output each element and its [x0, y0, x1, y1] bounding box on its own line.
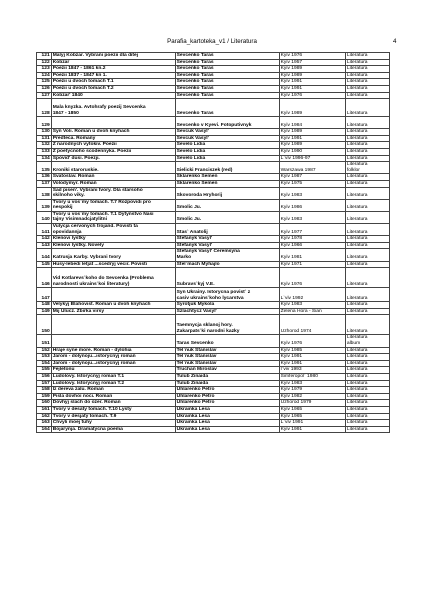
- author: Tel`nuk Stanislav: [175, 360, 279, 367]
- row-number: 141: [37, 224, 52, 236]
- row-number: 147: [37, 288, 52, 302]
- category: Literatura: [345, 420, 389, 427]
- table-row: [37, 315, 390, 335]
- row-number: 145: [37, 261, 52, 268]
- category: Literatura: [345, 249, 389, 261]
- category: Literatura: [345, 117, 389, 129]
- document-title: Parafia_kartoteka_v1 / Literatura: [167, 38, 257, 45]
- row-number: 122: [37, 59, 52, 66]
- book-title: Ludolovy. Istorycnyj roman T.2: [51, 380, 175, 387]
- place-year: Kyiv 1989: [279, 99, 345, 117]
- category: Literatura: [345, 413, 389, 420]
- category: Literatura: [345, 66, 389, 73]
- place-year: Kyiv 1976: [279, 92, 345, 99]
- category: Literatura: [345, 236, 389, 243]
- row-number: 133: [37, 148, 52, 155]
- author: Sklarenko Semen: [175, 180, 279, 187]
- table-row: [37, 360, 390, 367]
- book-title: [51, 117, 175, 129]
- book-title: Kobzar: [51, 59, 175, 66]
- place-year: Kyiv 1976: [279, 335, 345, 347]
- table-row: [37, 92, 390, 99]
- author: Stefanyk Vasyl': [175, 236, 279, 243]
- book-title: Syn Voli. Roman u dvoh knyhach: [51, 129, 175, 136]
- category: Literatura: [345, 302, 389, 309]
- row-number: 143: [37, 242, 52, 249]
- place-year: Kyiv 1978: [279, 236, 345, 243]
- table-row: [37, 117, 390, 129]
- book-title: Z narodnych vytokiv. Poezii: [51, 142, 175, 149]
- place-year: Kyiv 1987: [279, 174, 345, 181]
- table-row: [37, 180, 390, 187]
- author: Subravs`kyj V.E.: [175, 268, 279, 288]
- place-year: Kyiv 1983: [279, 187, 345, 199]
- category: Literatura: [345, 426, 389, 433]
- row-number: 152: [37, 347, 52, 354]
- place-year: Kyiv 1983: [279, 302, 345, 309]
- row-number: 138: [37, 187, 52, 199]
- row-number: 156: [37, 373, 52, 380]
- book-title: Mala knyzka. Avtohrafy poezij Sevcenka 1847 - 1850: [51, 99, 175, 117]
- author: Uhlarenko Petro: [175, 393, 279, 400]
- table-row: [37, 59, 390, 66]
- book-title: Sad pisen'. Vybrani tvory. Dla starsoho skilnoho viky.: [51, 187, 175, 199]
- book-title: Chvyli moej tuhy: [51, 420, 175, 427]
- book-title: Katrusja Karby. Vybrani tvory: [51, 249, 175, 261]
- author: Sevcenko Taras: [175, 85, 279, 92]
- author: Stefanyk Vasyl': [175, 242, 279, 249]
- category: Literatura: [345, 400, 389, 407]
- book-title: Iz dereva zalu. Roman: [51, 387, 175, 394]
- row-number: 130: [37, 129, 52, 136]
- author: Smolic Ju.: [175, 199, 279, 211]
- table-row: [37, 393, 390, 400]
- book-title: Velykyj Blahovist. Roman u dvoh knyhach: [51, 302, 175, 309]
- author: Sevcenko Taras: [175, 72, 279, 79]
- table-row: [37, 400, 390, 407]
- author: Ukrainka Lesa: [175, 413, 279, 420]
- row-number: 124: [37, 72, 52, 79]
- author: Ukrainka Lesa: [175, 406, 279, 413]
- category: Literatura: [345, 99, 389, 117]
- row-number: 160: [37, 400, 52, 407]
- table-row: [37, 142, 390, 149]
- book-title: Fejletonu: [51, 367, 175, 374]
- row-number: 148: [37, 302, 52, 309]
- row-number: 155: [37, 367, 52, 374]
- book-title: Tvory v desjaty tomach. T.9: [51, 413, 175, 420]
- table-row: [37, 380, 390, 387]
- row-number: 159: [37, 393, 52, 400]
- book-title: Predteca. Romany: [51, 135, 175, 142]
- category: Literatura: [345, 180, 389, 187]
- place-year: Kyiv 1965: [279, 406, 345, 413]
- book-title: Poezii 1837 - 1847 kn 1.: [51, 72, 175, 79]
- category: Literatura: [345, 199, 389, 211]
- table-row: [37, 242, 390, 249]
- book-title: Pisla dovhoi noci. Roman: [51, 393, 175, 400]
- category: Literatura: [345, 242, 389, 249]
- book-title: Volodymyr. Roman: [51, 180, 175, 187]
- author: Sevcenko Taras: [175, 92, 279, 99]
- table-row: [37, 288, 390, 302]
- row-number: 162: [37, 413, 52, 420]
- place-year: L`viv 1996-97: [279, 155, 345, 162]
- place-year: Kyiv 1983: [279, 380, 345, 387]
- author: Sevcenko Taras: [175, 53, 279, 60]
- author: Uhlarenko Petro: [175, 387, 279, 394]
- book-title: Malyj Kobzar. Vybrani poezii dla ditej: [51, 53, 175, 60]
- category: Literatura: [345, 72, 389, 79]
- book-title: [51, 315, 175, 335]
- author: Sevcenko Taras: [175, 79, 279, 86]
- table-row: [37, 224, 390, 236]
- row-number: 151: [37, 335, 52, 347]
- category: Literatura: [345, 155, 389, 162]
- table-row: [37, 426, 390, 433]
- book-title: Vid Kotlarevs`koho do Sevcenka (Problema narodnosti ukrains`koi literatury): [51, 268, 175, 288]
- table-row: [37, 187, 390, 199]
- author: Uhlarenko Petro: [175, 400, 279, 407]
- place-year: Kyiv 1982: [279, 393, 345, 400]
- book-title: Z poetycnoho scodennyka. Poezii: [51, 148, 175, 155]
- category: Literatura: [345, 59, 389, 66]
- catalog-body: [37, 53, 390, 433]
- row-number: 150: [37, 315, 52, 335]
- author: Ukrainka Lesa: [175, 420, 279, 427]
- place-year: Kyiv 1986: [279, 199, 345, 211]
- table-row: [37, 302, 390, 309]
- row-number: 123: [37, 66, 52, 73]
- row-number: 131: [37, 135, 52, 142]
- row-number: 128: [37, 99, 52, 117]
- place-year: Kyiv 1989: [279, 142, 345, 149]
- category: Literatura: [345, 85, 389, 92]
- table-row: [37, 66, 390, 73]
- table-row: [37, 135, 390, 142]
- author: Tulub Zinaida: [175, 373, 279, 380]
- row-number: 129: [37, 117, 52, 129]
- book-title: Mij Ulucz. Zbirka virsy: [51, 308, 175, 315]
- book-title: [51, 335, 175, 347]
- place-year: Kyiv 1975: [279, 180, 345, 187]
- author: Sevcuk Vasyl': [175, 135, 279, 142]
- book-title: Tvory u vos`my tomach. T.7 Rozpovidi pro nespokij: [51, 199, 175, 211]
- author: Syrotjuk Mykola: [175, 302, 279, 309]
- table-row: [37, 261, 390, 268]
- place-year: Uzhorod 1979: [279, 400, 345, 407]
- table-row: [37, 406, 390, 413]
- category: Literatura: [345, 224, 389, 236]
- table-row: [37, 211, 390, 223]
- table-row: [37, 367, 390, 374]
- author: Ukrainka Lesa: [175, 426, 279, 433]
- book-title: Dovhyj slach do ozer. Roman: [51, 400, 175, 407]
- author: Smolic Ju.: [175, 211, 279, 223]
- book-title: Vulycja cervonych trojand. Povisti ta opovidannja: [51, 224, 175, 236]
- category: Literatura: [345, 354, 389, 361]
- row-number: 153: [37, 354, 52, 361]
- row-number: 135: [37, 162, 52, 174]
- place-year: Kyiv 1979: [279, 387, 345, 394]
- place-year: Kyiv 1991: [279, 360, 345, 367]
- table-row: [37, 347, 390, 354]
- row-number: 132: [37, 142, 52, 149]
- table-row: [37, 268, 390, 288]
- author: Skovoroda Hryhorij: [175, 187, 279, 199]
- book-title: Poezii u dvoch tomach T.1: [51, 79, 175, 86]
- place-year: Kyiv 1957: [279, 59, 345, 66]
- place-year: Simferopol` 1980: [279, 373, 345, 380]
- author: Sevcenko v Kyevi. Fotoputivnyk: [175, 117, 279, 129]
- table-row: [37, 72, 390, 79]
- place-year: Kyiv 1991: [279, 79, 345, 86]
- row-number: 142: [37, 236, 52, 243]
- category: Literatura: [345, 367, 389, 374]
- row-number: 146: [37, 268, 52, 288]
- place-year: Kyiv 1989: [279, 66, 345, 73]
- category: Literatura: [345, 387, 389, 394]
- author: Sevcuk Vasyl': [175, 129, 279, 136]
- author: Sevcenko Taras: [175, 59, 279, 66]
- table-row: [37, 236, 390, 243]
- table-row: [37, 249, 390, 261]
- table-row: [37, 354, 390, 361]
- category: Literatura album: [345, 335, 389, 347]
- place-year: Kyiv 1981: [279, 249, 345, 261]
- book-title: Jarom - dolynoju...istorycnyj roman: [51, 360, 175, 367]
- category: Literatura: [345, 347, 389, 354]
- author: Stel`mach Myhajlo: [175, 261, 279, 268]
- category: Literatura: [345, 288, 389, 302]
- row-number: 144: [37, 249, 52, 261]
- category: Literatura: [345, 148, 389, 155]
- author: Tulub Zinaida: [175, 380, 279, 387]
- table-row: [37, 79, 390, 86]
- book-title: Spovid' dusi. Poezji.: [51, 155, 175, 162]
- author: Stefanyk Vasyl' Ceremsyna Marko: [175, 249, 279, 261]
- place-year: Kyiv 1991: [279, 135, 345, 142]
- place-year: Kyiv 1989: [279, 129, 345, 136]
- book-title: Tvory u vos`my tomach. T.1 Dytynstvo Nasi tajny Visimnadcjatylitni: [51, 211, 175, 223]
- table-row: [37, 174, 390, 181]
- row-number: 134: [37, 155, 52, 162]
- book-title: Poezii 1847 - 1861 kn.2: [51, 66, 175, 73]
- category: Literatura: [345, 268, 389, 288]
- place-year: L`viv 1991: [279, 420, 345, 427]
- table-row: [37, 420, 390, 427]
- category: Literatura: [345, 315, 389, 335]
- place-year: Kyiv 1977: [279, 224, 345, 236]
- author: Taemnycja sklanoj hory. Zakarpats`ki narodni kazky: [175, 315, 279, 335]
- place-year: Kyiv 1976: [279, 53, 345, 60]
- author: Sklarenko Semen: [175, 174, 279, 181]
- book-title: Hraje syne more. Roman - dylohia: [51, 347, 175, 354]
- row-number: 127: [37, 92, 52, 99]
- row-number: 137: [37, 180, 52, 187]
- place-year: Kyiv 1984: [279, 117, 345, 129]
- row-number: 161: [37, 406, 52, 413]
- table-row: [37, 53, 390, 60]
- book-title: Svatoslav. Roman: [51, 174, 175, 181]
- author: Sevelo Lidia: [175, 148, 279, 155]
- category: Literatura: [345, 174, 389, 181]
- table-row: [37, 373, 390, 380]
- row-number: 139: [37, 199, 52, 211]
- category: Literatura folklor: [345, 162, 389, 174]
- place-year: Kyiv 1965: [279, 413, 345, 420]
- category: Literatura: [345, 135, 389, 142]
- book-title: Jarom - dolynoju...istorycnyj roman: [51, 354, 175, 361]
- place-year: Kyiv 1966: [279, 242, 345, 249]
- author: Tel`nuk Stanislav: [175, 354, 279, 361]
- page-number: 4: [393, 38, 397, 45]
- table-row: [37, 199, 390, 211]
- author: Truchan Miroslav: [175, 367, 279, 374]
- category: Literatura: [345, 129, 389, 136]
- book-title: Ludolovy. Istorycnyj roman T.1: [51, 373, 175, 380]
- category: Literatura: [345, 360, 389, 367]
- book-title: Husy-lebedi letjat ...scedryj vecir. Povisti: [51, 261, 175, 268]
- row-number: 140: [37, 211, 52, 223]
- row-number: 136: [37, 174, 52, 181]
- table-row: [37, 155, 390, 162]
- book-title: [51, 288, 175, 302]
- place-year: Kyiv 1985: [279, 347, 345, 354]
- row-number: 164: [37, 426, 52, 433]
- book-title: Tvory v desaty tomach. T.10 Lysty: [51, 406, 175, 413]
- row-number: 149: [37, 308, 52, 315]
- place-year: Kyiv 1990: [279, 148, 345, 155]
- author: Syn Ukrainy. Istorycna povist` z casiv ukrains`koho lycarstva: [175, 288, 279, 302]
- book-title: Klenovi lystky. Novely: [51, 242, 175, 249]
- place-year: l`viv 1993: [279, 367, 345, 374]
- table-row: [37, 85, 390, 92]
- place-year: Kyiv 1989: [279, 72, 345, 79]
- book-title: Poezii u dvoch tomach T.2: [51, 85, 175, 92]
- row-number: 163: [37, 420, 52, 427]
- category: Literatura: [345, 92, 389, 99]
- row-number: 125: [37, 79, 52, 86]
- category: Literatura: [345, 79, 389, 86]
- category: Literatura: [345, 142, 389, 149]
- category: Literatura: [345, 53, 389, 60]
- row-number: 126: [37, 85, 52, 92]
- author: Sevcenko Taras: [175, 99, 279, 117]
- author: Tel`nuk Stanislav: [175, 347, 279, 354]
- book-title: Kobzar' 1840: [51, 92, 175, 99]
- category: Literatura: [345, 380, 389, 387]
- place-year: Kyiv 1971: [279, 261, 345, 268]
- place-year: Kyiv 1991: [279, 85, 345, 92]
- place-year: Kyiv 1976: [279, 268, 345, 288]
- category: Literatura: [345, 187, 389, 199]
- author: Szlachtycz Vasyl': [175, 308, 279, 315]
- place-year: Zelena Hora - Sian: [279, 308, 345, 315]
- category: Literatura: [345, 261, 389, 268]
- row-number: 158: [37, 387, 52, 394]
- place-year: Uzhorod 1974: [279, 315, 345, 335]
- place-year: Kyiv 1991: [279, 426, 345, 433]
- table-row: [37, 413, 390, 420]
- book-title: Bojarynja. Dramatycna poema: [51, 426, 175, 433]
- table-row: [37, 148, 390, 155]
- place-year: Warszawa 1987: [279, 162, 345, 174]
- table-row: [37, 308, 390, 315]
- place-year: Kyiv 1983: [279, 211, 345, 223]
- table-row: [37, 162, 390, 174]
- row-number: 154: [37, 360, 52, 367]
- category: Literatura: [345, 406, 389, 413]
- author: Sevcenko Taras: [175, 66, 279, 73]
- place-year: L`viv 1992: [279, 288, 345, 302]
- catalog-table: [36, 52, 390, 433]
- table-row: [37, 387, 390, 394]
- author: Sevelo Lidia: [175, 142, 279, 149]
- category: Literatura: [345, 373, 389, 380]
- book-title: Kroniki staroruskie.: [51, 162, 175, 174]
- author: Stas` Anatolij: [175, 224, 279, 236]
- author: Sevelo Lidia: [175, 155, 279, 162]
- place-year: Kyiv 1991: [279, 354, 345, 361]
- category: Literatura: [345, 308, 389, 315]
- book-title: Klenovi lystky: [51, 236, 175, 243]
- author: Taras Sevcenko: [175, 335, 279, 347]
- author: Sielicki Franciszek (red): [175, 162, 279, 174]
- row-number: 121: [37, 53, 52, 60]
- table-row: [37, 129, 390, 136]
- row-number: 157: [37, 380, 52, 387]
- table-row: [37, 99, 390, 117]
- category: Literatura: [345, 393, 389, 400]
- category: Literatura: [345, 211, 389, 223]
- table-row: [37, 335, 390, 347]
